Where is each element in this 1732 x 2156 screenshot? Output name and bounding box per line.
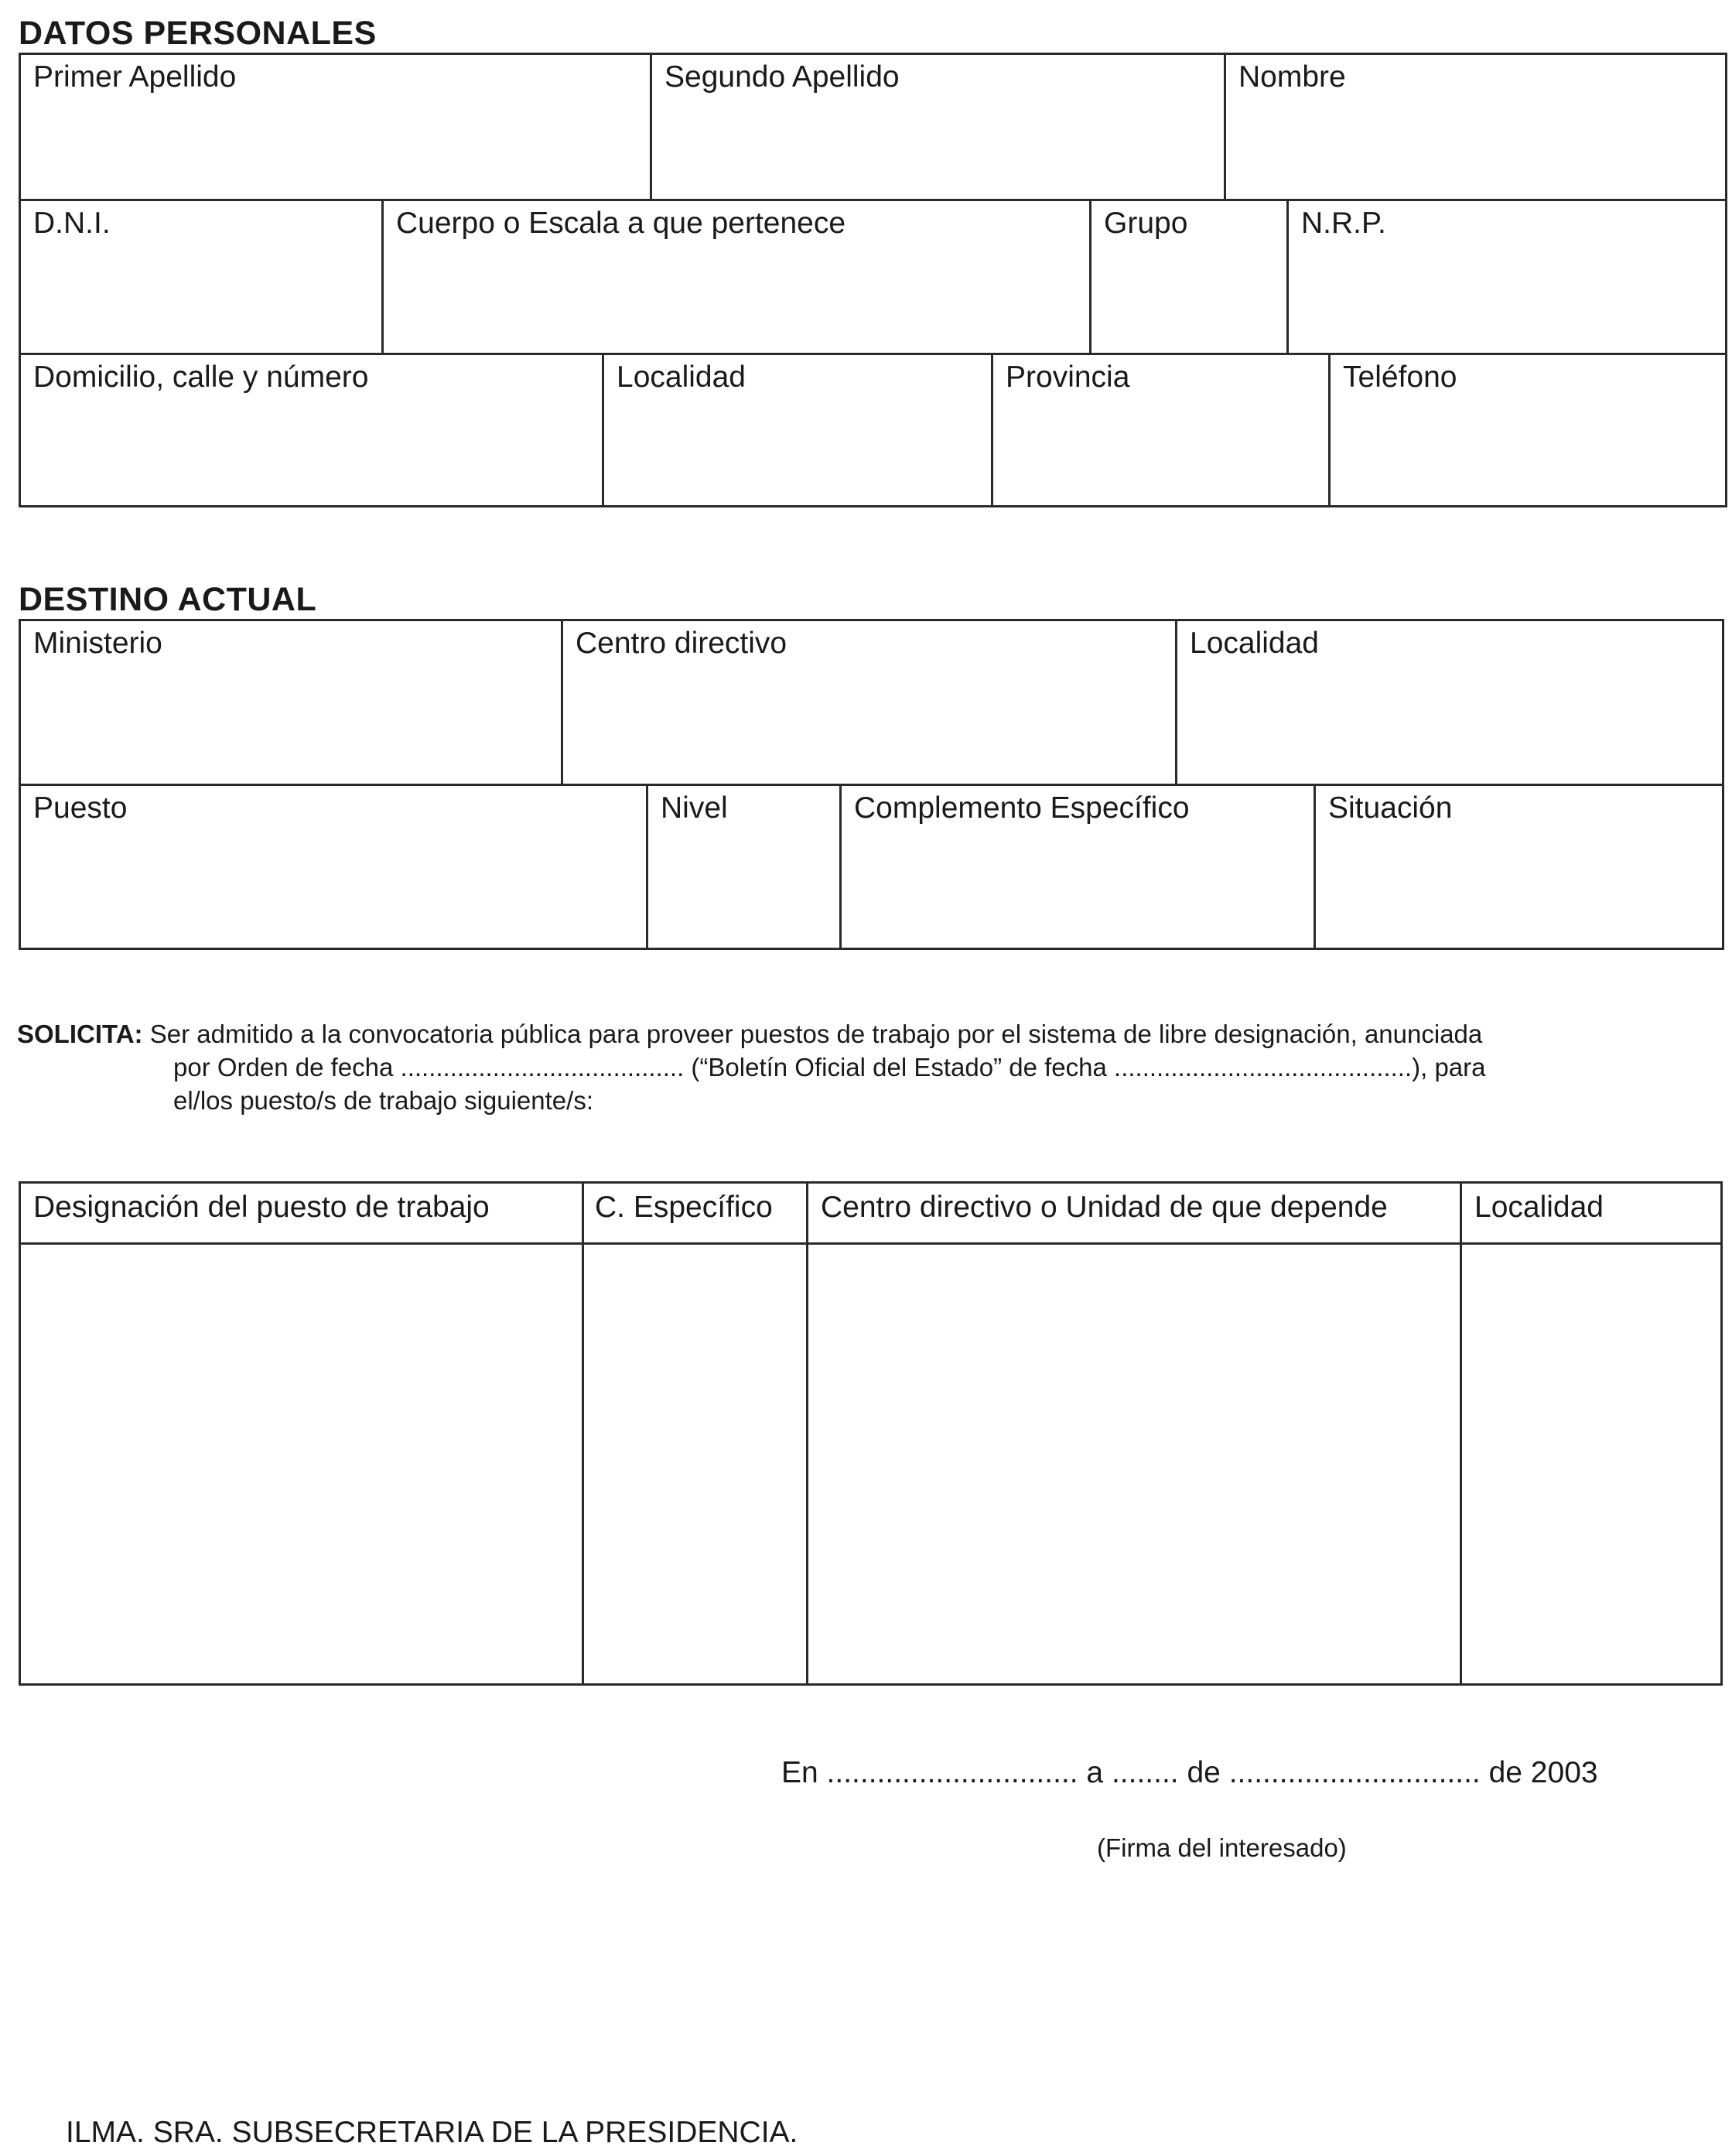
situacion-field[interactable] — [1316, 786, 1722, 948]
cuerpo-escala-field[interactable] — [384, 201, 1089, 353]
puestos-table — [19, 1181, 1723, 1686]
nivel-field[interactable] — [648, 786, 839, 948]
ministerio-label: Ministerio — [33, 627, 162, 660]
destino-actual-grid — [19, 619, 1724, 950]
cuerpo-escala-label: Cuerpo o Escala a que pertenece — [396, 207, 846, 240]
localidad-field[interactable] — [604, 355, 991, 505]
provincia-label: Provincia — [1006, 360, 1130, 394]
localidad-label: Localidad — [617, 360, 746, 394]
telefono-label: Teléfono — [1343, 360, 1457, 394]
localidad-input-area[interactable] — [1462, 1245, 1720, 1683]
solicita-text-1: Ser admitido a la convocatoria pública para proveer puestos de trabajo por el sistema de libre designación, anunciada — [149, 1020, 1483, 1048]
complemento-especifico-field[interactable] — [842, 786, 1314, 948]
table-header-designacion — [21, 1184, 582, 1242]
nrp-label: N.R.P. — [1301, 207, 1386, 240]
c-especifico-input-area[interactable] — [584, 1245, 806, 1683]
nombre-field[interactable] — [1226, 55, 1725, 199]
puesto-field[interactable] — [21, 786, 646, 948]
table-header-c-especifico — [584, 1184, 806, 1242]
centro-directivo-label: Centro directivo — [576, 627, 787, 660]
c-especifico-header-label: C. Específico — [595, 1191, 773, 1224]
dni-label: D.N.I. — [33, 207, 111, 240]
destino-localidad-label: Localidad — [1190, 627, 1319, 660]
primer-apellido-field[interactable] — [21, 55, 650, 199]
telefono-field[interactable] — [1331, 355, 1725, 505]
nrp-field[interactable] — [1289, 201, 1725, 353]
nombre-label: Nombre — [1238, 60, 1346, 94]
domicilio-field[interactable] — [21, 355, 602, 505]
designacion-header-label: Designación del puesto de trabajo — [33, 1191, 490, 1224]
place-date-line[interactable]: En .............................. a ........ de .............................. de 2003 — [781, 1756, 1598, 1789]
solicita-line-2: por Orden de fecha ........................................ (“Boletín Oficial del Estado” de fecha ..........................................), para — [173, 1052, 1486, 1081]
situacion-label: Situación — [1328, 791, 1453, 825]
provincia-field[interactable] — [993, 355, 1328, 505]
primer-apellido-label: Primer Apellido — [33, 60, 237, 94]
puesto-label: Puesto — [33, 791, 128, 825]
designacion-input-area[interactable] — [21, 1245, 582, 1683]
destino-actual-title: DESTINO ACTUAL — [19, 581, 317, 618]
table-header-localidad — [1462, 1184, 1720, 1242]
centro-directivo-input-area[interactable] — [808, 1245, 1460, 1683]
nivel-label: Nivel — [661, 791, 728, 825]
firma-label: (Firma del interesado) — [1097, 1833, 1347, 1862]
solicita-line-3: el/los puesto/s de trabajo siguiente/s: — [173, 1085, 594, 1115]
destino-localidad-field[interactable] — [1177, 621, 1722, 784]
localidad-header-label: Localidad — [1474, 1191, 1604, 1224]
segundo-apellido-label: Segundo Apellido — [664, 60, 900, 94]
complemento-especifico-label: Complemento Específico — [854, 791, 1190, 825]
datos-personales-title: DATOS PERSONALES — [19, 15, 377, 52]
domicilio-label: Domicilio, calle y número — [33, 360, 369, 394]
solicita-line-1 — [17, 1018, 1672, 1051]
grupo-field[interactable] — [1091, 201, 1286, 353]
table-header-centro-directivo — [808, 1184, 1460, 1242]
addressee: ILMA. SRA. SUBSECRETARIA DE LA PRESIDENCIA. — [66, 2116, 798, 2149]
solicita-label: SOLICITA: — [17, 1020, 143, 1048]
dni-field[interactable] — [21, 201, 381, 353]
ministerio-field[interactable] — [21, 621, 561, 784]
grupo-label: Grupo — [1104, 207, 1188, 240]
solicita-paragraph — [17, 1018, 1672, 1118]
segundo-apellido-field[interactable] — [652, 55, 1224, 199]
centro-directivo-header-label: Centro directivo o Unidad de que depende — [821, 1191, 1388, 1224]
centro-directivo-field[interactable] — [563, 621, 1175, 784]
datos-personales-grid — [19, 53, 1727, 507]
